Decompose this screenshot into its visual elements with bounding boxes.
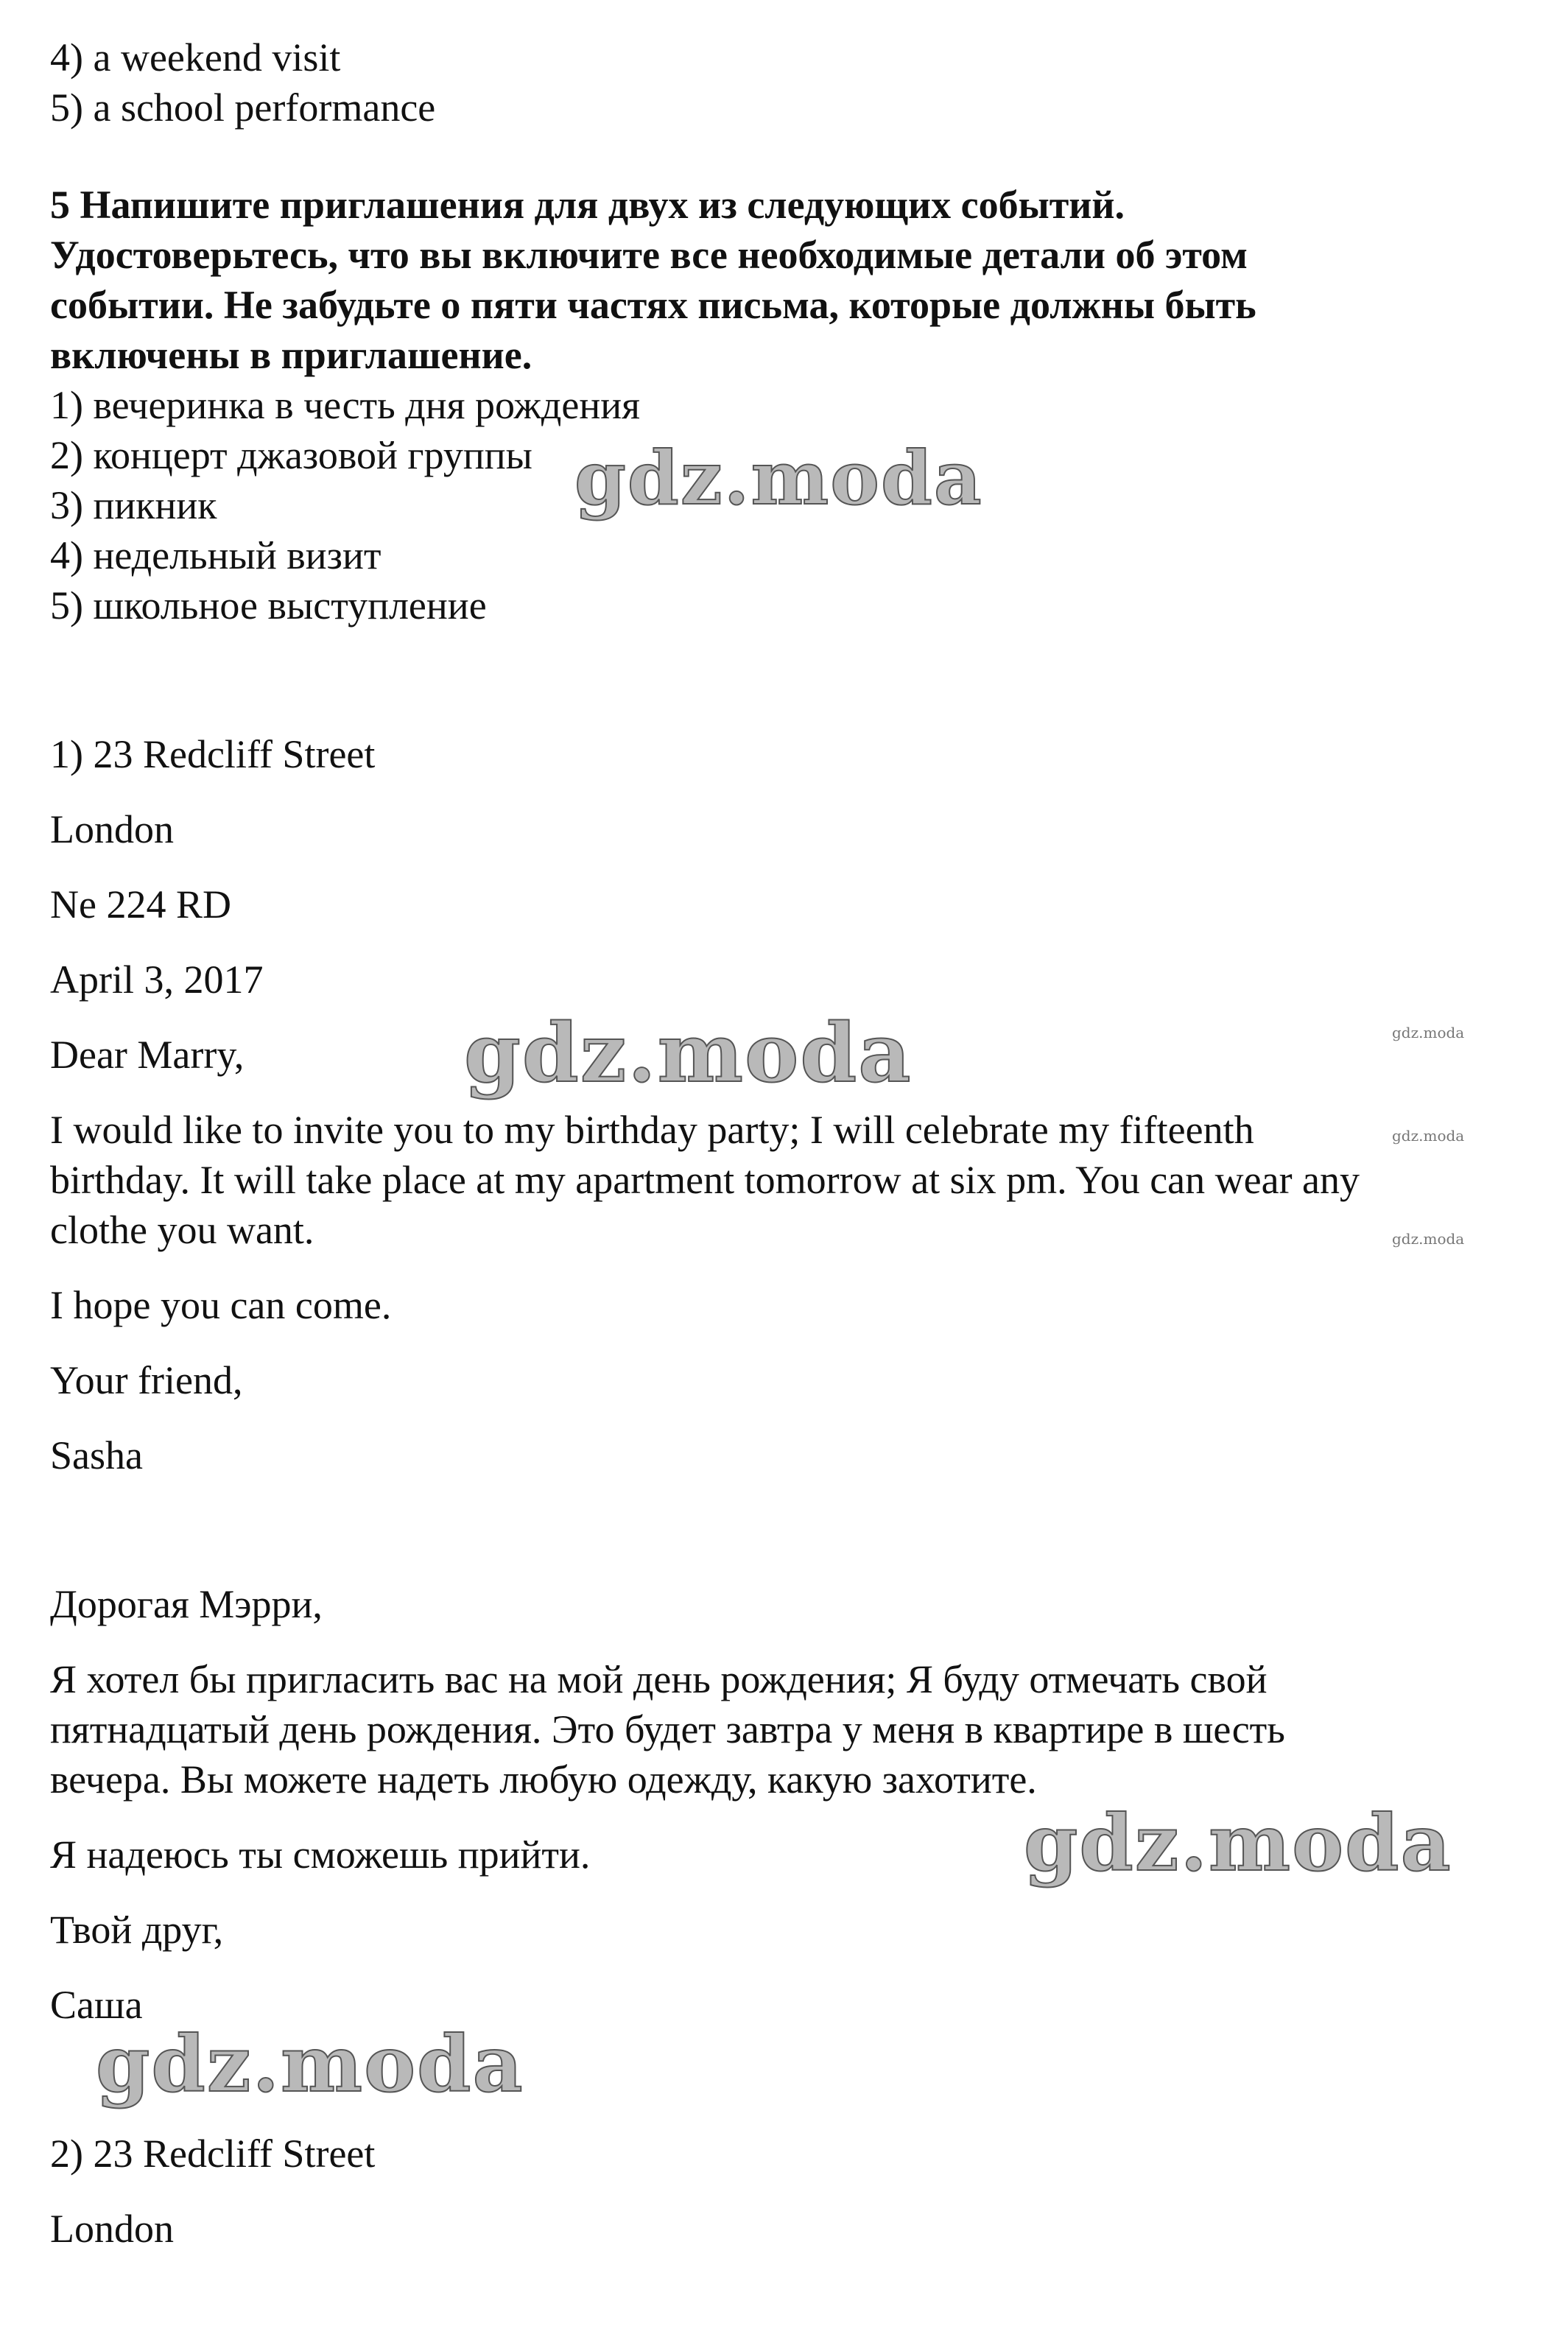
watermark-logo: gdz.moda <box>574 435 983 521</box>
watermark-small: gdz.moda <box>1392 1230 1465 1248</box>
letter-hope: I hope you can come. <box>50 1283 392 1327</box>
letter-body-line: clothe you want. <box>50 1208 314 1252</box>
letter-closing: Your friend, <box>50 1358 243 1402</box>
letter-address-line: Ne 224 RD <box>50 882 231 927</box>
list-item: 4) a weekend visit <box>50 35 341 80</box>
letter-hope: Я надеюсь ты сможешь прийти. <box>50 1832 591 1877</box>
letter-body-line: birthday. It will take place at my apartment tomorrow at six pm. You can wear any <box>50 1158 1360 1202</box>
letter-address-line: London <box>50 807 174 851</box>
task-item: 5) школьное выступление <box>50 583 487 628</box>
letter-signature: Sasha <box>50 1433 143 1477</box>
letter-body-line: I would like to invite you to my birthday party; I will celebrate my fifteenth <box>50 1108 1254 1152</box>
letter-body-line: Я хотел бы пригласить вас на мой день рождения; Я буду отмечать свой <box>50 1657 1268 1701</box>
watermark-logo: gdz.moda <box>1024 1797 1452 1888</box>
letter-greeting: Dear Marry, <box>50 1033 245 1077</box>
task-title: 5 Напишите приглашения для двух из следующих событий. <box>50 183 1125 227</box>
letter-body-line: вечера. Вы можете надеть любую одежду, какую захотите. <box>50 1757 1037 1802</box>
letter-address-line: London <box>50 2207 174 2251</box>
task-item: 2) концерт джазовой группы <box>50 433 532 477</box>
watermark-logo: gdz.moda <box>96 2018 524 2109</box>
task-text: событии. Не забудьте о пяти частях письма, которые должны быть <box>50 283 1256 327</box>
letter-address-line: 1) 23 Redcliff Street <box>50 732 376 776</box>
list-item: 5) a school performance <box>50 85 436 130</box>
letter-greeting: Дорогая Мэрри, <box>50 1582 323 1626</box>
watermark-small: gdz.moda <box>1392 1127 1465 1145</box>
task-item: 3) пикник <box>50 483 217 527</box>
task-item: 1) вечеринка в честь дня рождения <box>50 383 641 427</box>
letter-date: April 3, 2017 <box>50 957 264 1002</box>
letter-body-line: пятнадцатый день рождения. Это будет завтра у меня в квартире в шесть <box>50 1707 1285 1751</box>
watermark-logo: gdz.moda <box>464 1005 913 1100</box>
watermark-small: gdz.moda <box>1392 1024 1465 1041</box>
task-item: 4) недельный визит <box>50 533 382 577</box>
letter-address-line: 2) 23 Redcliff Street <box>50 2132 376 2176</box>
letter-closing: Твой друг, <box>50 1908 224 1952</box>
task-text: включены в приглашение. <box>50 333 532 377</box>
letter-signature: Саша <box>50 1983 143 2027</box>
task-text: Удостоверьтесь, что вы включите все необходимые детали об этом <box>50 233 1248 277</box>
